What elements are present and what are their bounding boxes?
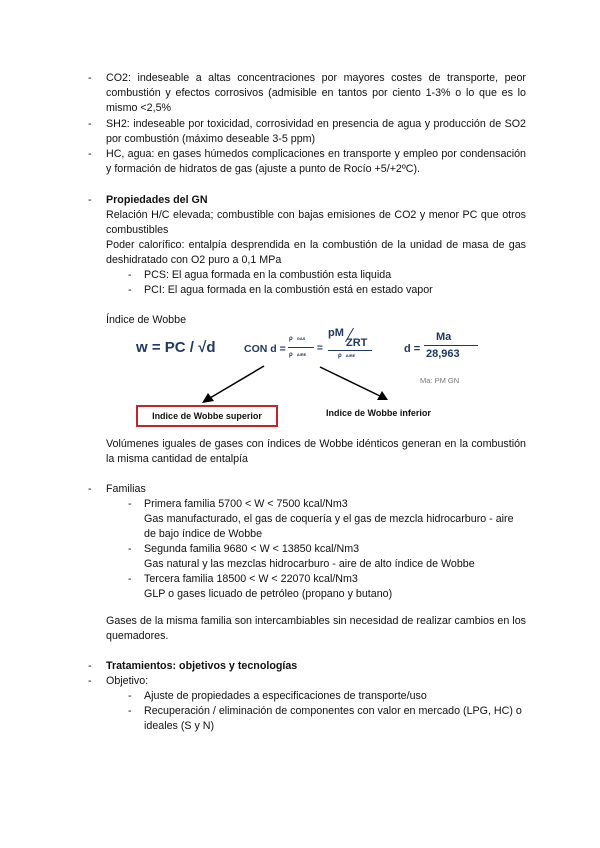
bullet-dash: - bbox=[88, 660, 92, 672]
sub-bullet-dash: - bbox=[128, 284, 132, 296]
objetivo-item-1: Ajuste de propiedades a especificaciones de transporte/uso bbox=[144, 690, 427, 702]
arrow-left bbox=[210, 366, 264, 398]
relacion-text: Relación H/C elevada; combustible con bajas emisiones de CO2 y menor PC que otros combustibles bbox=[106, 209, 526, 236]
rho-aire-2: ρ AIRE bbox=[338, 353, 356, 359]
ma-note: Ma: PM GN bbox=[420, 376, 460, 385]
tratamientos-title: Tratamientos: objetivos y tecnologías bbox=[106, 660, 298, 672]
sub-bullet-dash: - bbox=[128, 705, 132, 717]
familia-1-title: Primera familia 5700 < W < 7500 kcal/Nm3 bbox=[144, 498, 348, 510]
bullet-dash: - bbox=[88, 194, 92, 206]
sub-bullet-dash: - bbox=[128, 269, 132, 281]
familia-2-title: Segunda familia 9680 < W < 13850 kcal/Nm3 bbox=[144, 543, 360, 555]
ma-text: Ma bbox=[436, 331, 452, 343]
sub-bullet-dash: - bbox=[128, 498, 132, 510]
bullet-dash: - bbox=[88, 675, 92, 687]
familia-3-desc: GLP o gases licuado de petróleo (propano y butano) bbox=[144, 588, 393, 600]
equals-sign: = bbox=[317, 343, 323, 354]
pci-item: PCI: El agua formada en la combustión está en estado vapor bbox=[144, 284, 433, 296]
formula-con: CON d = bbox=[244, 343, 286, 355]
rho-aire: ρ AIRE bbox=[289, 352, 307, 358]
familias-label: Familias bbox=[106, 483, 146, 495]
familia-1-desc: Gas manufacturado, el gas de coquería y el gas de mezcla hidrocarburo - aire de bajo índice de Wobbe bbox=[144, 513, 514, 540]
formula-w: w = PC / √d bbox=[136, 339, 216, 356]
familias-note: Gases de la misma familia son intercambiables sin necesidad de realizar cambios en los quemadores. bbox=[106, 615, 526, 642]
wobbe-superior-box: Indice de Wobbe superior bbox=[136, 405, 278, 427]
den-text: 28,963 bbox=[426, 348, 460, 360]
zrt-text: ZRT bbox=[346, 337, 368, 349]
familia-3-title: Tercera familia 18500 < W < 22070 kcal/Nm3 bbox=[144, 573, 358, 585]
hc-agua-item: HC, agua: en gases húmedos complicaciones en transporte y empleo por condensación y formación de hidratos de gas (ajuste a punto de Rocío +5/+2ºC). bbox=[106, 148, 526, 175]
wobbe-inferior-label: Indice de Wobbe inferior bbox=[326, 408, 431, 418]
arrowhead-left bbox=[202, 393, 214, 403]
objetivo-label: Objetivo: bbox=[106, 675, 149, 687]
sub-bullet-dash: - bbox=[128, 573, 132, 585]
poder-text: Poder calorífico: entalpía desprendida en la combustión de la unidad de masa de gas deshidratado con O2 puro a 0,1 MPa bbox=[106, 239, 526, 266]
arrow-right bbox=[320, 367, 380, 396]
pm-text: pM bbox=[328, 327, 344, 339]
bullet-dash: - bbox=[88, 483, 92, 495]
formula-d: d = bbox=[404, 343, 421, 355]
sh2-item: SH2: indeseable por toxicidad, corrosividad en presencia de agua y producción de SO2 por combustión (máximo deseable 3-5 ppm) bbox=[106, 118, 526, 145]
volumenes-text: Volúmenes iguales de gases con índices de Wobbe idénticos generan en la combustión la misma cantidad de entalpía bbox=[106, 438, 526, 465]
co2-item: CO2: indeseable a altas concentraciones por mayores costes de transporte, peor combustión y efectos corrosivos (admisible en tantos por ciento 1-3% o lo que es lo mismo <2,5% bbox=[106, 72, 526, 114]
familia-2-desc: Gas natural y las mezclas hidrocarburo - aire de alto índice de Wobbe bbox=[144, 558, 475, 570]
bullet-dash: - bbox=[88, 148, 92, 160]
bullet-dash: - bbox=[88, 72, 92, 84]
rho-gas: ρ GAS bbox=[289, 336, 306, 342]
pcs-item: PCS: El agua formada en la combustión esta liquida bbox=[144, 269, 392, 281]
sub-bullet-dash: - bbox=[128, 543, 132, 555]
sub-bullet-dash: - bbox=[128, 690, 132, 702]
wobbe-label: Índice de Wobbe bbox=[106, 314, 187, 326]
propiedades-title: Propiedades del GN bbox=[106, 194, 208, 206]
objetivo-item-2: Recuperación / eliminación de componentes con valor en mercado (LPG, HC) o ideales (S y N) bbox=[144, 705, 522, 732]
bullet-dash: - bbox=[88, 118, 92, 130]
